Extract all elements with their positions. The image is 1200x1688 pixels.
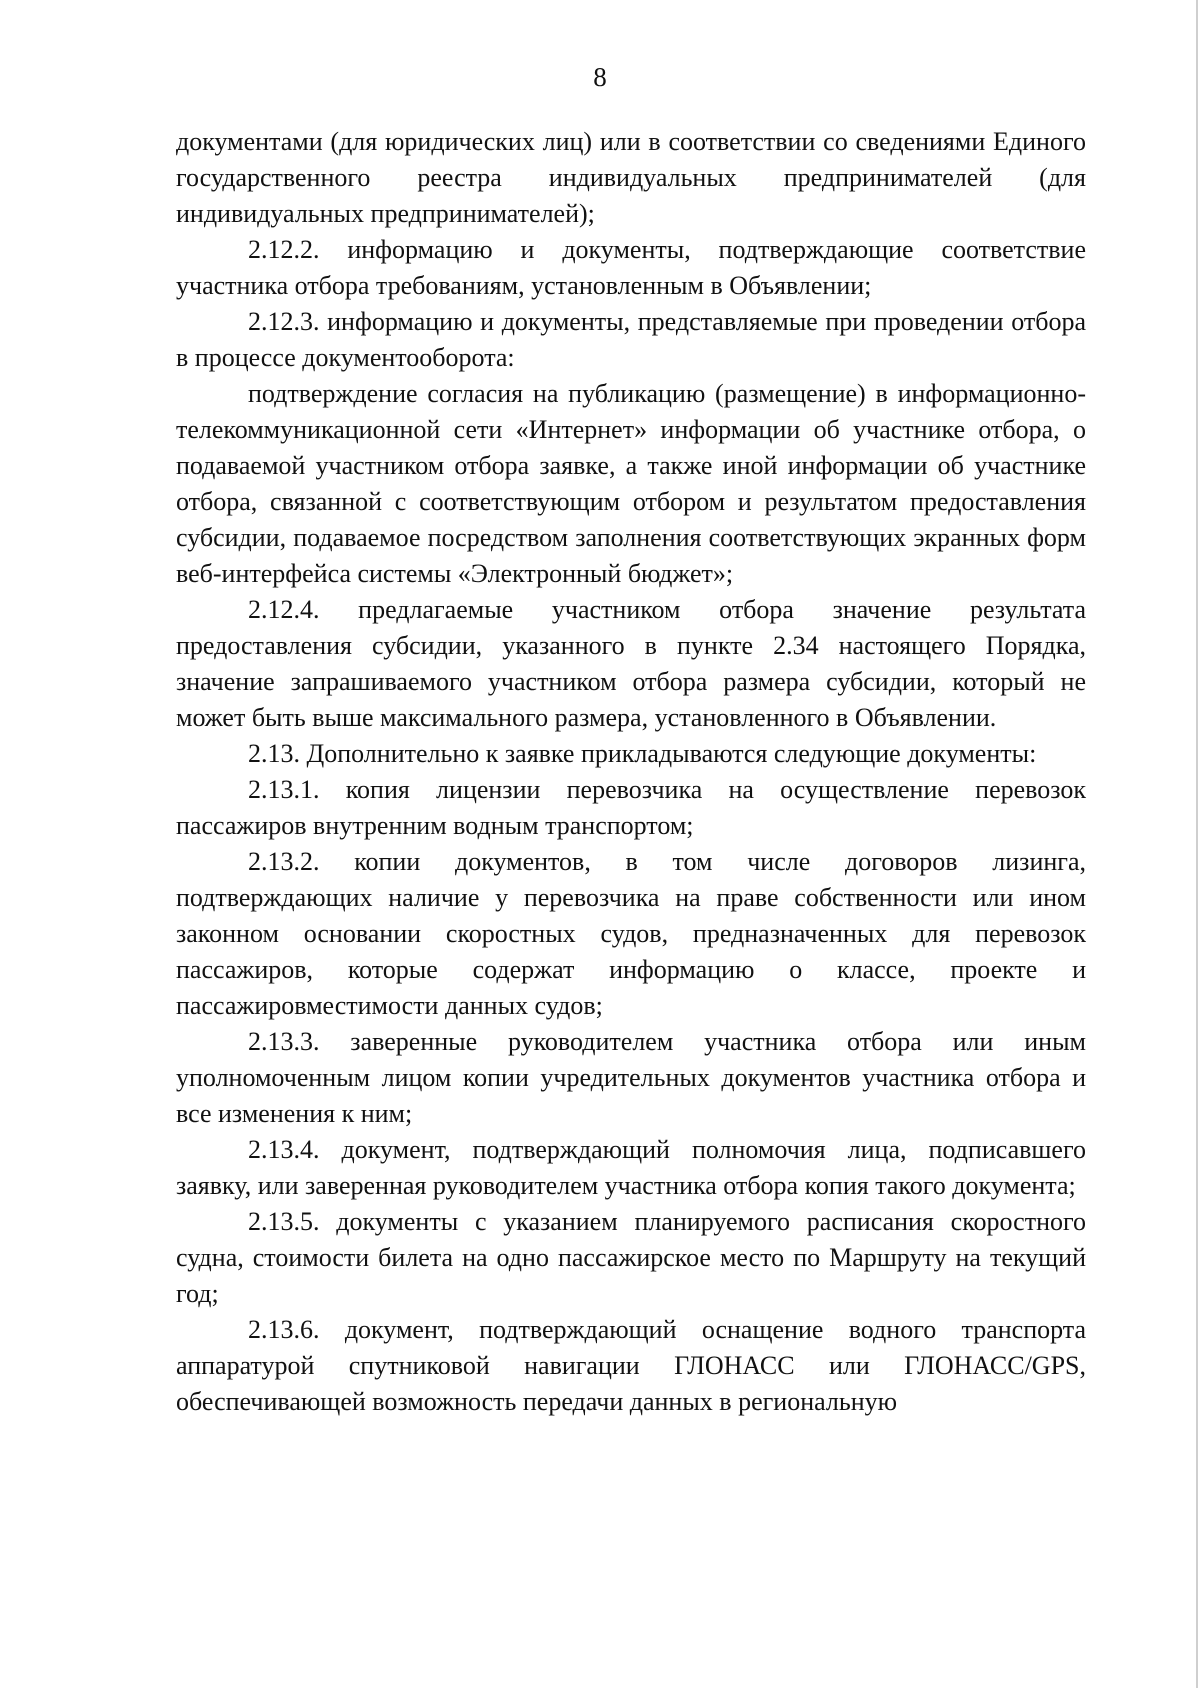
paragraph: 2.12.3. информацию и документы, представляемые при проведении отбора в процессе документооборота: (176, 307, 1086, 372)
paragraph: 2.13. Дополнительно к заявке прикладываются следующие документы: (248, 739, 1037, 768)
paragraph: 2.13.5. документы с указанием планируемого расписания скоростного судна, стоимости билета на одно пассажирское место по Маршруту на текущий год; (176, 1207, 1086, 1308)
paragraph: документами (для юридических лиц) или в соответствии со сведениями Единого государственного реестра индивидуальных предпринимателей (для индивидуальных предпринимателей); (176, 127, 1086, 228)
document-body (176, 124, 1086, 1420)
paragraph: 2.13.3. заверенные руководителем участника отбора или иным уполномоченным лицом копии учредительных документов участника отбора и все изменения к ним; (176, 1027, 1086, 1128)
page-number: 8 (593, 62, 607, 92)
paragraph: 2.13.6. документ, подтверждающий оснащение водного транспорта аппаратурой спутниковой навигации ГЛОНАСС или ГЛОНАСС/GPS, обеспечивающей возможность передачи данных в региональную (176, 1315, 1086, 1416)
paragraph: 2.13.1. копия лицензии перевозчика на осуществление перевозок пассажиров внутренним водным транспортом; (176, 775, 1086, 840)
paragraph: 2.13.2. копии документов, в том числе договоров лизинга, подтверждающих наличие у перевозчика на праве собственности или ином законном основании скоростных судов, предназначенных для перевозок пассажиров, которые содержат информацию о классе, проекте и пассажировместимости данных судов; (176, 847, 1086, 1020)
paragraph: 2.12.4. предлагаемые участником отбора значение результата предоставления субсидии, указанного в пункте 2.34 настоящего Порядка, значение запрашиваемого участником отбора размера субсидии, который не может быть выше максимального размера, установленного в Объявлении. (176, 595, 1086, 732)
scan-edge-line (1196, 0, 1198, 1688)
paragraph: 2.13.4. документ, подтверждающий полномочия лица, подписавшего заявку, или заверенная руководителем участника отбора копия такого документа; (176, 1135, 1086, 1200)
paragraph: 2.12.2. информацию и документы, подтверждающие соответствие участника отбора требованиям, установленным в Объявлении; (176, 235, 1086, 300)
paragraph: подтверждение согласия на публикацию (размещение) в информационно-телекоммуникационной сети «Интернет» информации об участнике отбора, о подаваемой участником отбора заявке, а также иной информации об участнике отбора, связанной с соответствующим отбором и результатом предоставления субсидии, подаваемое посредством заполнения соответствующих экранных форм веб-интерфейса системы «Электронный бюджет»; (176, 379, 1086, 588)
